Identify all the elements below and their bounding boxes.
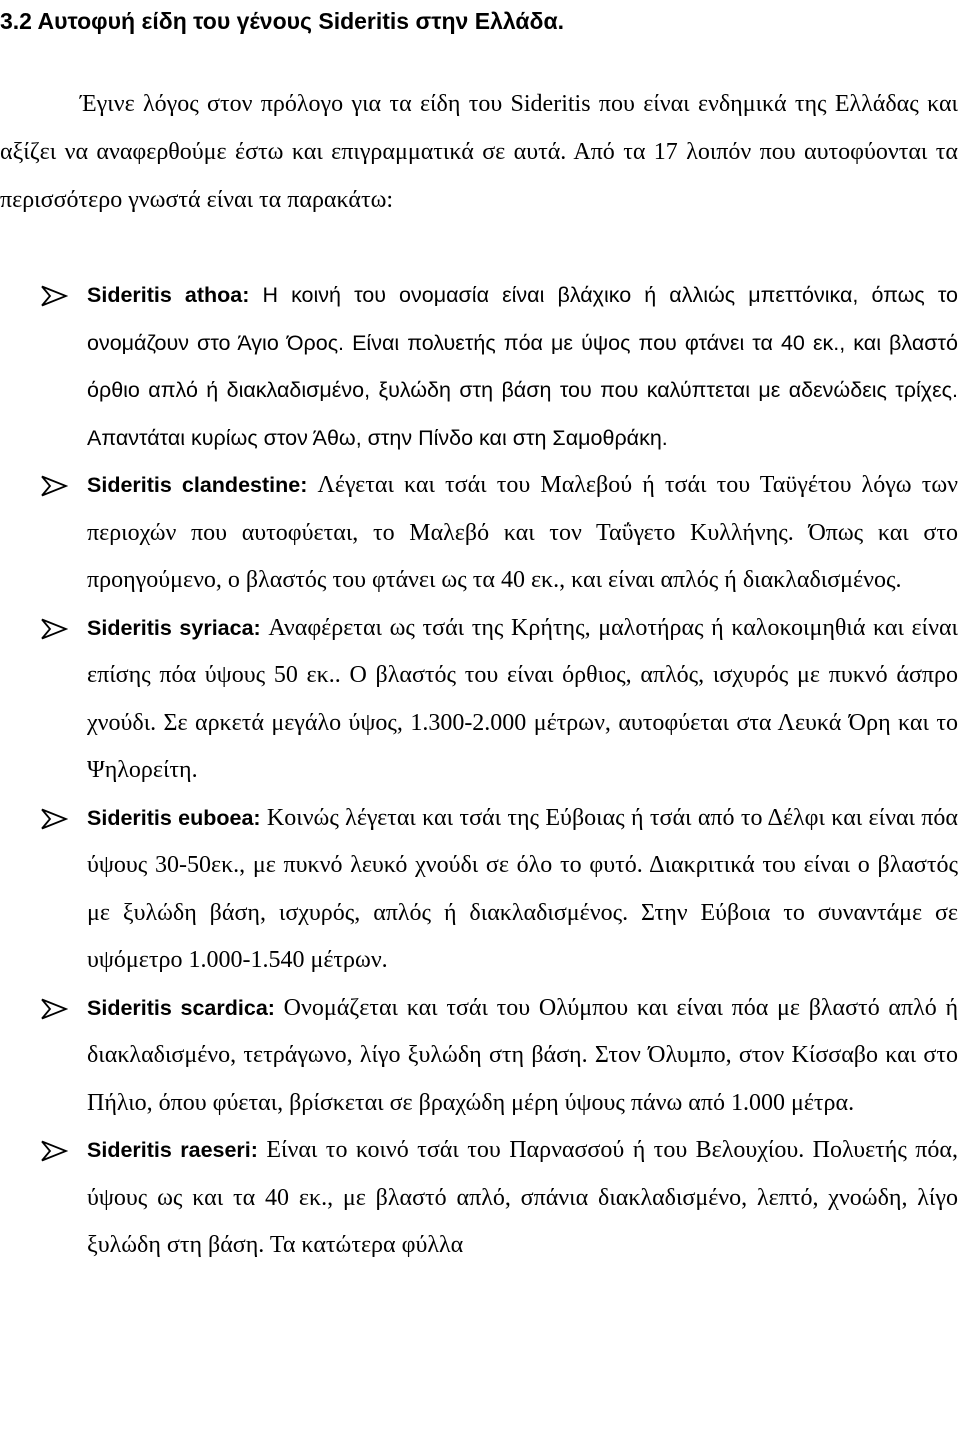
species-description: Η κοινή του ονομασία είναι βλάχικο ή αλλιώς μπεττόνικα, όπως το ονομάζουν στο Άγιο Όρος. Είναι πολυετής πόα με ύψος που φτάνει τα 40 εκ., και βλαστό όρθιο απλό ή διακλαδισμένο, ξυλώδη στη βάση του που καλύπτεται με αδενώδεις τρίχες. Απαντάται κυρίως στον Άθω, στην Πίνδο και στη Σαμοθράκη. [87,283,958,450]
list-item [0,605,958,795]
intro-paragraph: Έγινε λόγος στον πρόλογο για τα είδη του Sideritis που είναι ενδημικά της Ελλάδας και αξίζει να αναφερθούμε έστω και επιγραμματικά σε αυτά. Από τα 17 λοιπόν που αυτοφύονται τα περισσότερο γνωστά είναι τα παρακάτω: [0,91,958,213]
species-name: Sideritis raeseri: [87,1138,258,1162]
arrowhead-bullet-icon [40,1140,68,1162]
arrowhead-bullet-icon [40,998,68,1020]
arrowhead-bullet-icon [40,808,68,830]
species-description: Ονομάζεται και τσάι του Ολύμπου και είναι πόα με βλαστό απλό ή διακλαδισμένο, τετράγωνο, λίγο ξυλώδη στη βάση. Στον Όλυμπο, στον Κίσσαβο και στο Πήλιο, όπου φύεται, βρίσκεται σε βραχώδη μέρη ύψους πάνω από 1.000 μέτρα. [87,994,958,1116]
species-name: Sideritis scardica: [87,995,275,1020]
species-description: Κοινώς λέγεται και τσάι της Εύβοιας ή τσάι από το Δέλφι και είναι πόα ύψους 30-50εκ., με πυκνό λευκό χνούδι σε όλο το φυτό. Διακριτικά του είναι ο βλαστός με ξυλώδη βάση, ισχυρός, απλός ή διακλαδισμένος. Στην Εύβοια το συναντάμε σε υψόμετρο 1.000-1.540 μέτρων. [87,804,958,973]
list-item [0,985,958,1128]
species-description: Λέγεται και τσάι του Μαλεβού ή τσάι του Ταϋγέτου λόγω των περιοχών που αυτοφύεται, το Μαλεβό και τον Ταΰγετο Κυλλήνης. Όπως και στο προηγούμενο, ο βλαστός του φτάνει ως τα 40 εκ., και είναι απλός ή διακλαδισμένος. [87,472,958,593]
list-item [0,462,958,605]
species-name: Sideritis syriaca: [87,615,261,640]
species-description: Αναφέρεται ως τσάι της Κρήτης, μαλοτήρας ή καλοκοιμηθιά και είναι επίσης πόα ύψους 50 εκ.. Ο βλαστός του είναι όρθιος, απλός, ισχυρός με πυκνό άσπρο χνούδι. Σε αρκετά μεγάλο ύψος, 1.300-2.000 μέτρων, αυτοφύεται στα Λευκά Όρη και το Ψηλορείτη. [87,614,958,783]
species-description: Είναι το κοινό τσάι του Παρνασσού ή του Βελουχίου. Πολυετής πόα, ύψους ως και τα 40 εκ., με βλαστό απλό, σπάνια διακλαδισμένο, λεπτό, χνοώδη, λίγο ξυλώδη στη βάση. Τα κατώτερα φύλλα [87,1137,958,1258]
arrowhead-bullet-icon [40,618,68,640]
species-name: Sideritis athoa: [87,283,250,307]
list-item [0,1127,958,1270]
species-list [0,272,958,1270]
section-heading: 3.2 Αυτοφυή είδη του γένους Sideritis στην Ελλάδα. [0,8,564,34]
arrowhead-bullet-icon [40,475,68,497]
list-item [0,795,958,985]
species-name: Sideritis clandestine: [87,473,308,497]
list-item [0,272,958,462]
species-name: Sideritis euboea: [87,805,261,830]
arrowhead-bullet-icon [40,285,68,307]
